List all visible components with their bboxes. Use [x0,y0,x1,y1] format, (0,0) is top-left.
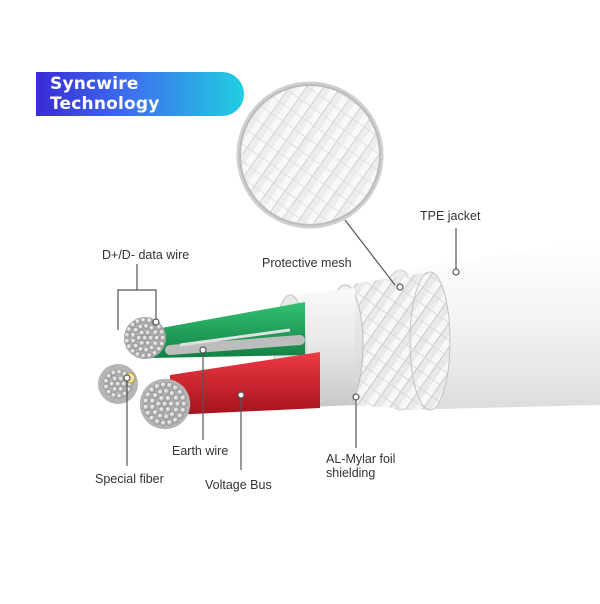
label-voltage-bus: Voltage Bus [205,478,272,492]
label-mylar-line1: AL-Mylar foil [326,452,396,466]
label-mylar-line2: shielding [326,466,376,480]
label-tpe-jacket: TPE jacket [420,209,481,223]
label-protective-mesh: Protective mesh [262,256,352,270]
voltage-bus-bundle [140,379,190,429]
red-voltage-wire [170,352,320,415]
label-data-wire: D+/D- data wire [102,248,190,262]
label-earth-wire: Earth wire [172,444,229,458]
syncwire-technology-badge [36,72,244,116]
special-fiber-bundle [98,364,138,404]
badge-text: Syncwire Technology [50,74,160,114]
data-wire-bundle [124,317,166,359]
label-special-fiber: Special fiber [95,472,164,486]
